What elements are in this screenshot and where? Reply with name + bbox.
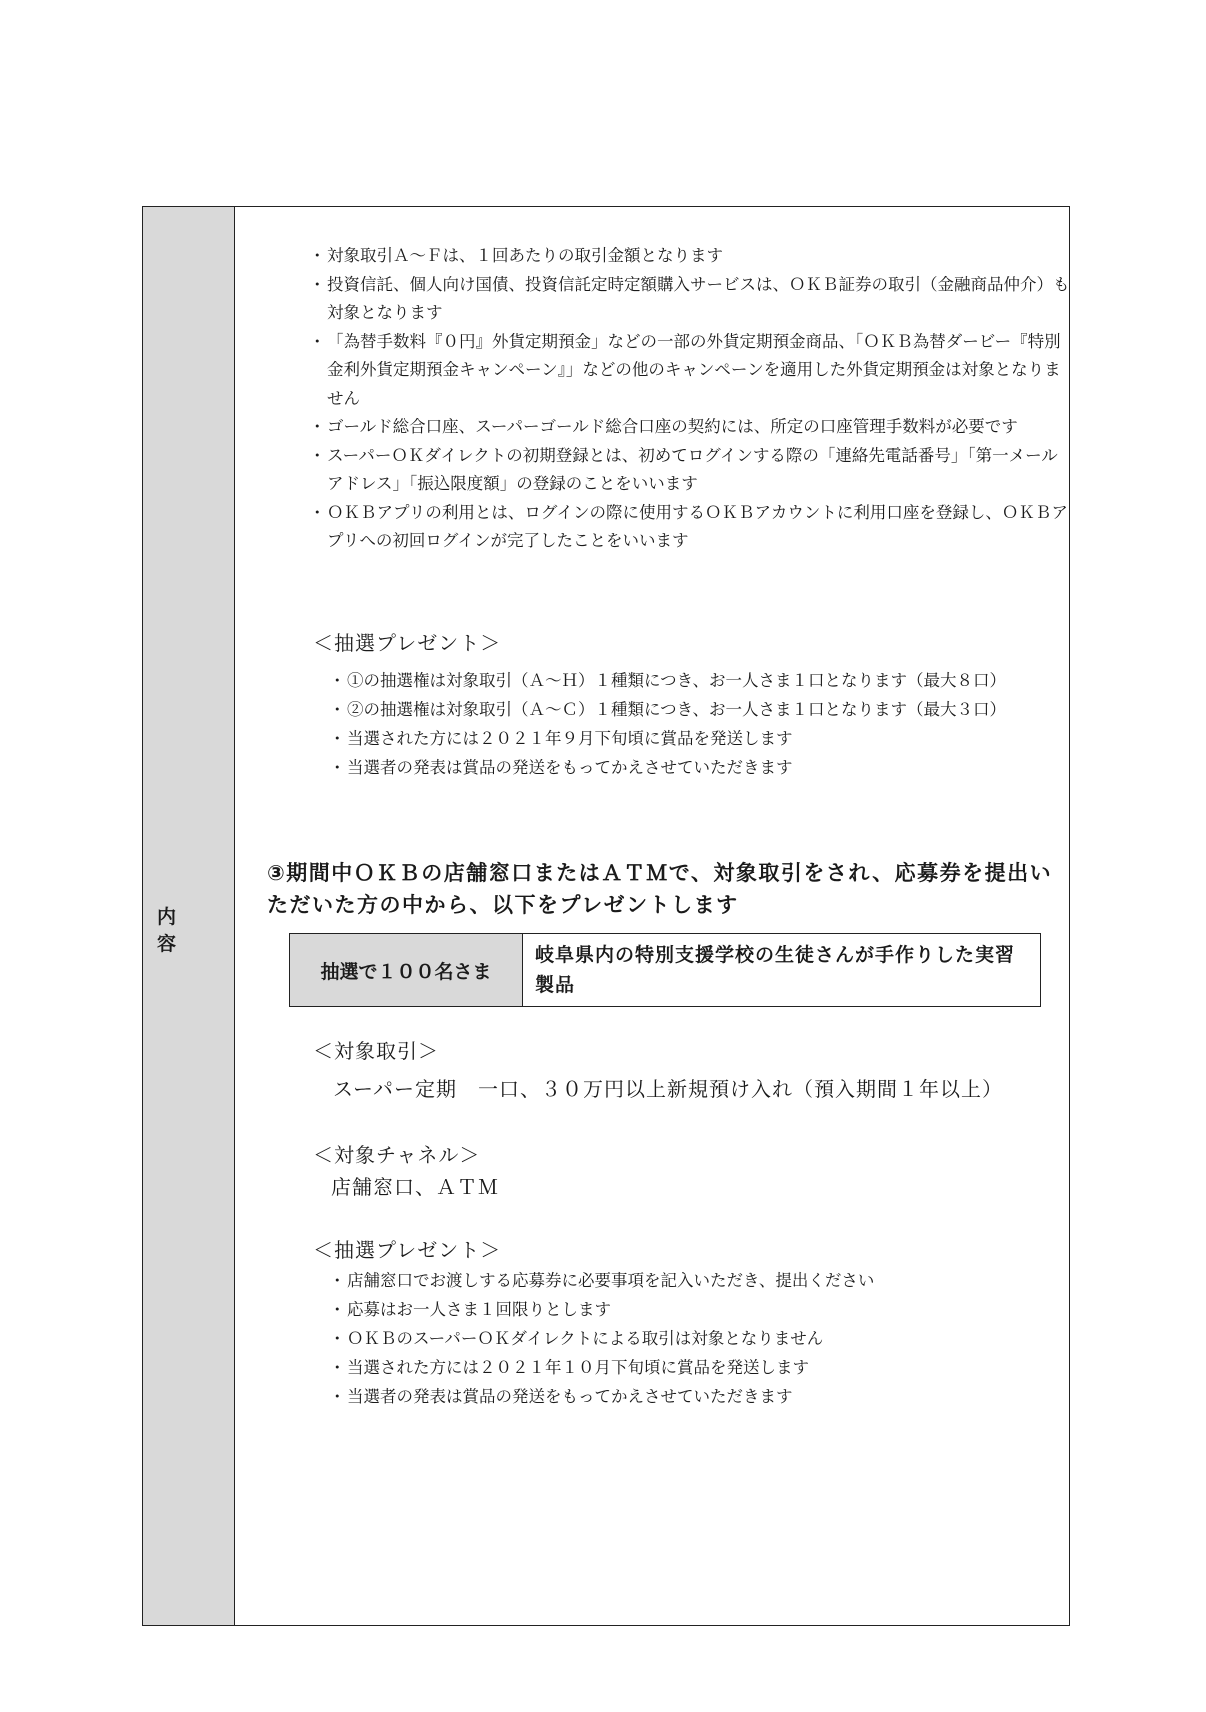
lottery-list: [333, 666, 1073, 782]
lottery-item: ・ ②の抽選権は対象取引（Ａ～Ｃ）１種類につき、お一人さま１口となります（最大３口）: [333, 695, 1073, 724]
note-item: ・ スーパーＯＫダイレクトの初期登録とは、初めてログインする際の「連絡先電話番号」「第一メールアドレス」「振込限度額」の登録のことをいいます: [313, 442, 1071, 499]
target-text: スーパー定期 一口、３０万円以上新規預け入れ（預入期間１年以上）: [333, 1077, 1003, 1101]
lottery2-list: [333, 1266, 1073, 1411]
prize-description: 岐阜県内の特別支援学校の生徒さんが手作りした実習製品: [535, 944, 1016, 996]
channel-heading: ＜対象チャネル＞: [313, 1143, 481, 1167]
prize-label: 抽選で１００名さま: [290, 934, 523, 1006]
channel-text: 店舗窓口、ＡＴＭ: [331, 1175, 499, 1199]
label-column: [143, 207, 235, 1625]
target-heading: ＜対象取引＞: [313, 1039, 439, 1063]
lottery-item: ・ 当選者の発表は賞品の発送をもってかえさせていただきます: [333, 753, 1073, 782]
row-label: 内 容: [157, 906, 193, 955]
lottery2-item: ・ 当選者の発表は賞品の発送をもってかえさせていただきます: [333, 1382, 1073, 1411]
note-item: ・ ゴールド総合口座、スーパーゴールド総合口座の契約には、所定の口座管理手数料が必要です: [313, 413, 1071, 442]
notes-list: [313, 242, 1071, 556]
note-item: ・ 対象取引Ａ～Ｆは、１回あたりの取引金額となります: [313, 242, 1071, 271]
lottery-item: ・ 当選された方には２０２１年９月下旬頃に賞品を発送します: [333, 724, 1073, 753]
note-item: ・ ＯＫＢアプリの利用とは、ログインの際に使用するＯＫＢアカウントに利用口座を登録し、ＯＫＢアプリへの初回ログインが完了したことをいいます: [313, 499, 1071, 556]
lottery2-item: ・ ＯＫＢのスーパーＯＫダイレクトによる取引は対象となりません: [333, 1324, 1073, 1353]
prize-table: [289, 933, 1041, 1007]
lottery2-item: ・ 店舗窓口でお渡しする応募券に必要事項を記入いただき、提出ください: [333, 1266, 1073, 1295]
lottery2-item: ・ 当選された方には２０２１年１０月下旬頃に賞品を発送します: [333, 1353, 1073, 1382]
lottery-item: ・ ①の抽選権は対象取引（Ａ～Ｈ）１種類につき、お一人さま１口となります（最大８口）: [333, 666, 1073, 695]
note-item: ・ 「為替手数料『０円』外貨定期預金」などの一部の外貨定期預金商品、「ＯＫＢ為替ダービー『特別金利外貨定期預金キャンペーン』」などの他のキャンペーンを適用した外貨定期預金は対象となりません: [313, 328, 1071, 414]
note-item: ・ 投資信託、個人向け国債、投資信託定時定額購入サービスは、ＯＫＢ証券の取引（金融商品仲介）も対象となります: [313, 271, 1071, 328]
lottery2-heading: ＜抽選プレゼント＞: [313, 1238, 502, 1262]
content-frame: [142, 206, 1070, 1626]
lottery-heading: ＜抽選プレゼント＞: [313, 631, 502, 655]
lottery2-item: ・ 応募はお一人さま１回限りとします: [333, 1295, 1073, 1324]
content-cell: [235, 207, 1069, 1625]
section-title: ③期間中ＯＫＢの店舗窓口またはＡＴＭで、対象取引をされ、応募券を提出いただいた方の中から、以下をプレゼントします: [267, 861, 1053, 917]
